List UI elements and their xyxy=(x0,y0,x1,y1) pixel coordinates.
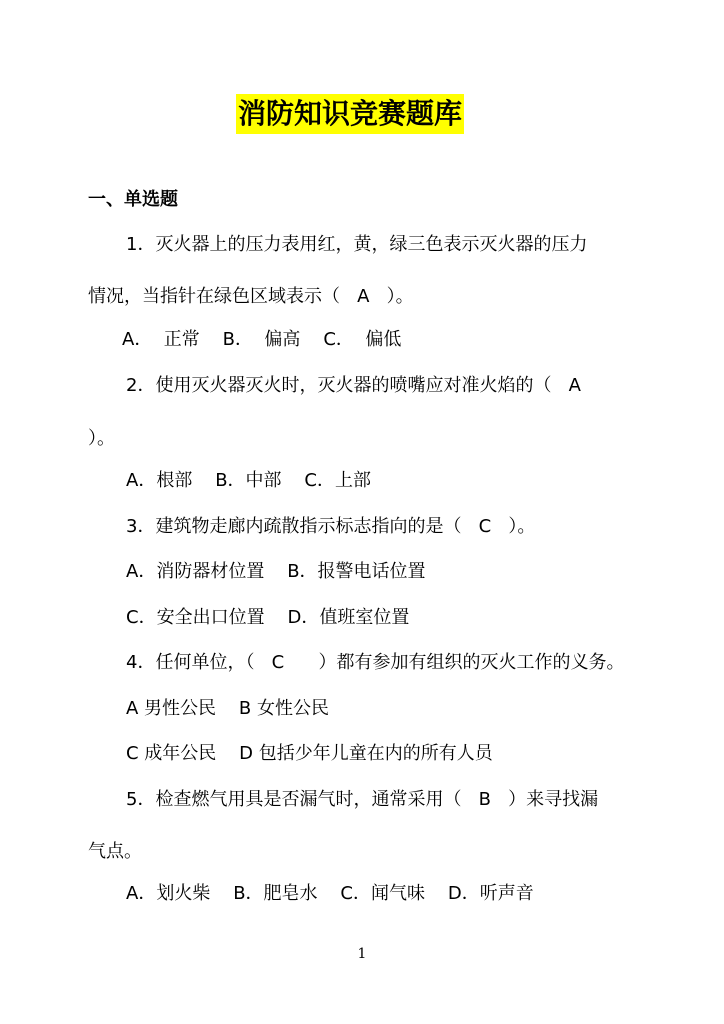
question-3-options-2: C．安全出口位置 D．值班室位置 xyxy=(126,607,410,628)
question-3-options-1: A．消防器材位置 B．报警电话位置 xyxy=(126,561,426,582)
question-5-line-2: 气点。 xyxy=(88,841,142,862)
question-4-line-1: 4．任何单位，（ C ）都有参加有组织的灭火工作的义务。 xyxy=(126,652,625,673)
question-4-options-2: C 成年公民 D 包括少年儿童在内的所有人员 xyxy=(126,743,493,764)
question-1-line-1: 1．灭火器上的压力表用红，黄，绿三色表示灭火器的压力 xyxy=(126,234,588,255)
question-5-options: A．划火柴 B．肥皂水 C．闻气味 D．听声音 xyxy=(126,883,534,904)
question-1-options: A． 正常 B． 偏高 C． 偏低 xyxy=(122,329,402,350)
page-number: 1 xyxy=(357,946,367,962)
question-2-line-2: ）。 xyxy=(88,428,115,449)
section-heading: 一、单选题 xyxy=(88,189,178,210)
question-5-line-1: 5．检查燃气用具是否漏气时，通常采用（ B ）来寻找漏 xyxy=(126,789,599,810)
question-3-line-1: 3．建筑物走廊内疏散指示标志指向的是（ C ）。 xyxy=(126,516,536,537)
question-4-options-1: A 男性公民 B 女性公民 xyxy=(126,698,329,719)
question-1-line-2: 情况，当指针在绿色区域表示（ A ）。 xyxy=(88,286,414,307)
question-2-line-1: 2．使用灭火器灭火时，灭火器的喷嘴应对准火焰的（ A xyxy=(126,375,581,396)
question-2-options: A．根部 B．中部 C．上部 xyxy=(126,470,372,491)
page-title: 消防知识竞赛题库 xyxy=(236,94,464,134)
